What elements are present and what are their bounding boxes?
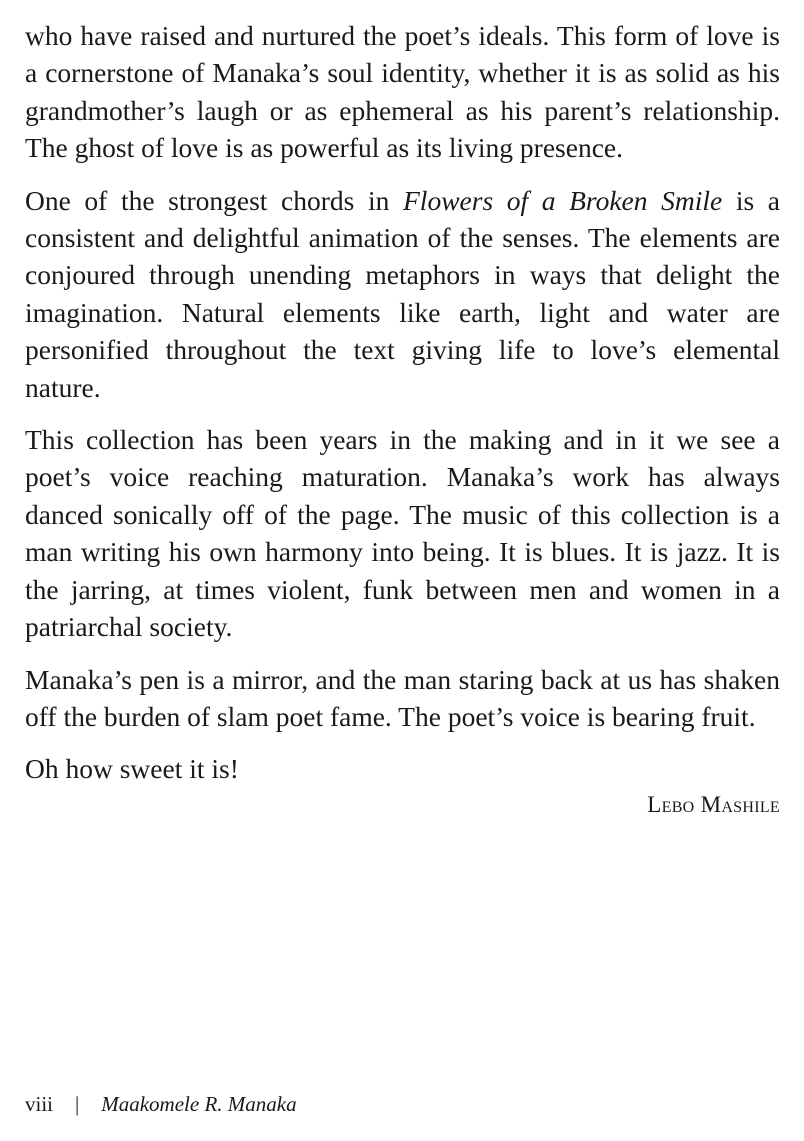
page-body xyxy=(25,17,780,818)
book-title: Flowers of a Broken Smile xyxy=(403,184,723,216)
paragraph-2 xyxy=(25,182,780,406)
footer-separator: | xyxy=(75,1092,80,1116)
author-signature: Lebo Mashile xyxy=(647,791,780,817)
paragraph-4: Manaka’s pen is a mirror, and the man staring back at us has shaken off the burden of slam poet fame. The poet’s voice is bearing fruit. xyxy=(25,663,780,732)
paragraph-2-lead: One of the strongest chords in xyxy=(25,184,403,216)
paragraph-2-rest: is a consistent and delightful animation of the senses. The elements are conjoured through unending metaphors in ways that delight the imagination. Natural elements like earth, light and water are personified throughout the text giving life to love’s elemental nature. xyxy=(25,184,780,403)
page-number: viii xyxy=(25,1092,54,1116)
paragraph-3: This collection has been years in the making and in it we see a poet’s voice reaching maturation. Manaka’s work has always danced sonically off of the page. The music of this collection is a man writing his own harmony into being. It is blues. It is jazz. It is the jarring, at times violent, funk between men and women in a patriarchal society. xyxy=(25,424,780,643)
running-author: Maakomele R. Manaka xyxy=(101,1092,297,1116)
paragraph-5: Oh how sweet it is! xyxy=(25,753,239,785)
page-footer xyxy=(25,1092,297,1117)
paragraph-1: who have raised and nurtured the poet’s ideals. This form of love is a cornerstone of Manaka’s soul identity, whether it is as solid as his grandmother’s laugh or as ephemeral as his parent’s relationship. The ghost of love is as powerful as its living presence. xyxy=(25,20,780,164)
